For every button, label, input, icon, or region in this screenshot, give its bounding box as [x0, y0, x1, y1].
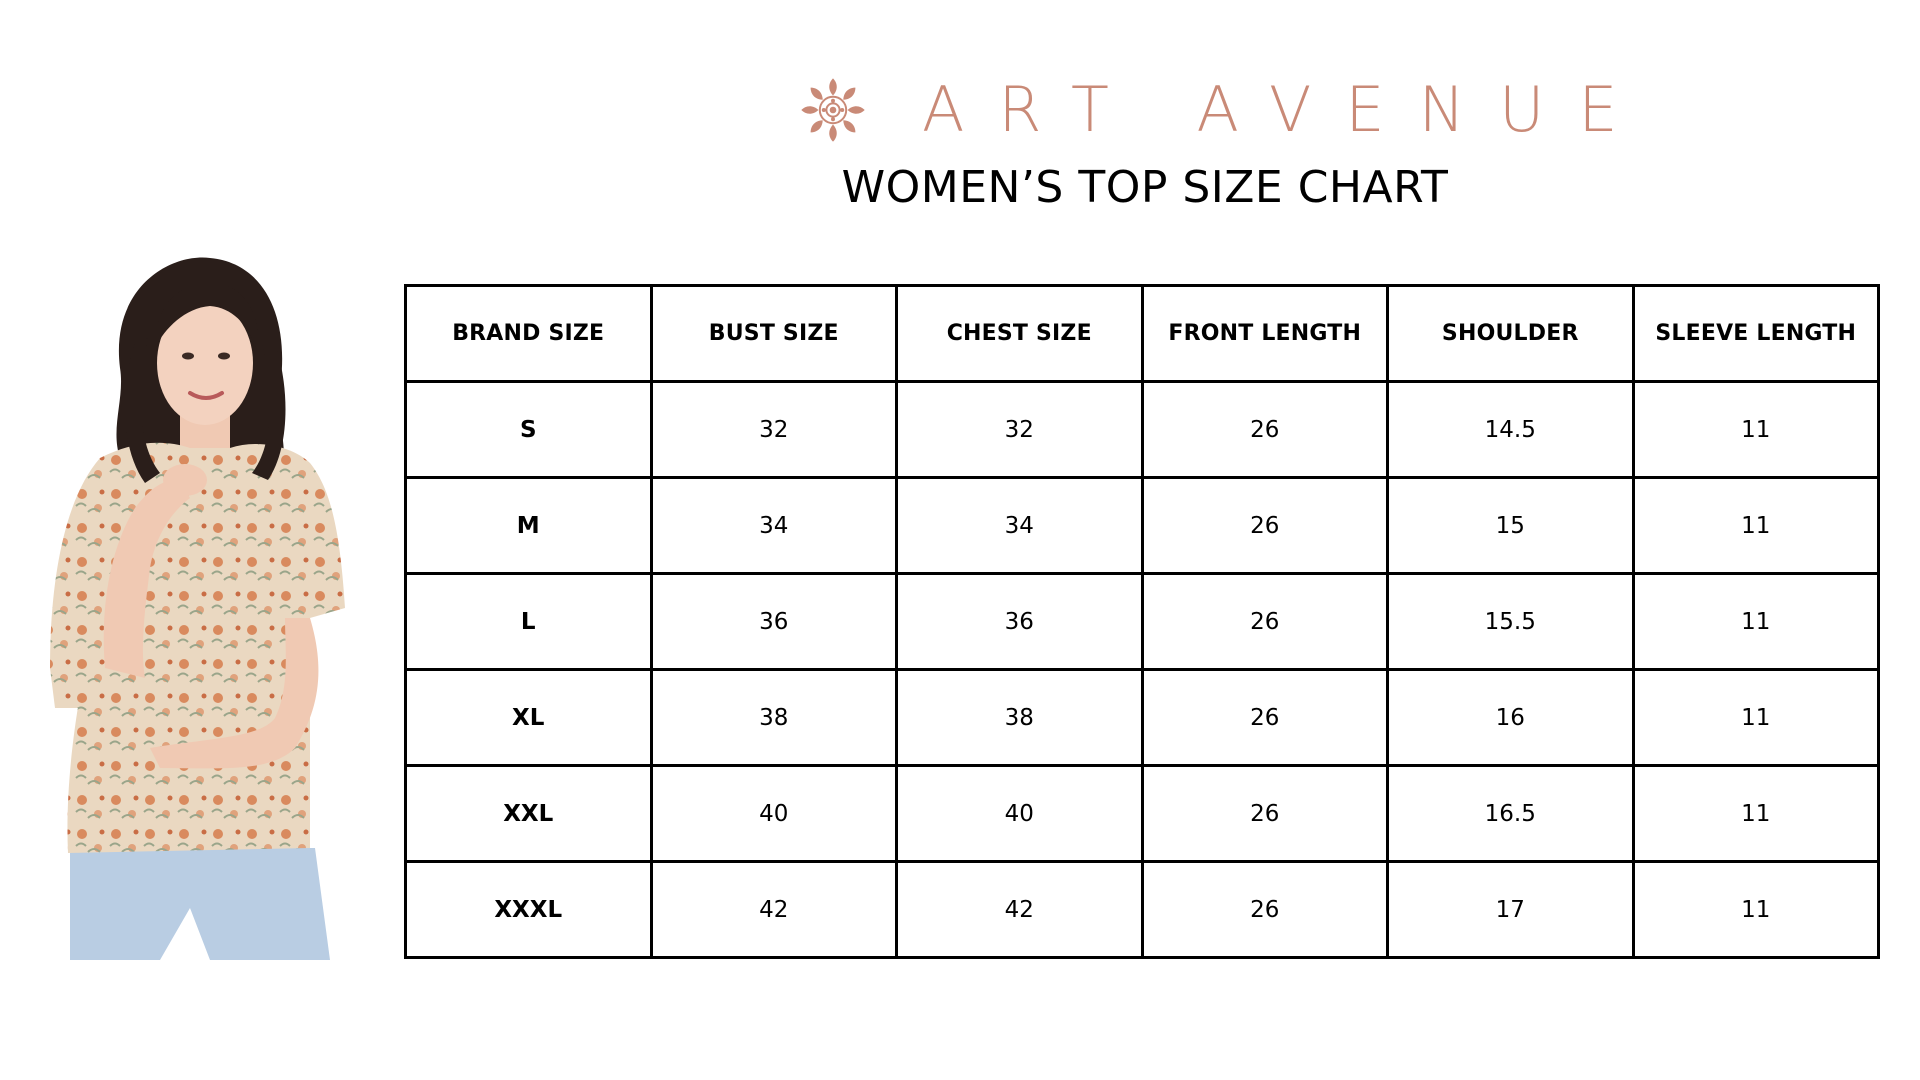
- cell-chest-size: 36: [897, 574, 1143, 670]
- table-row: [406, 766, 1879, 862]
- cell-brand-size: XXL: [406, 766, 652, 862]
- cell-sleeve-length: 11: [1633, 670, 1879, 766]
- table-row: [406, 862, 1879, 958]
- brand-header: [800, 72, 1652, 148]
- table-header-row: [406, 286, 1879, 382]
- cell-brand-size: L: [406, 574, 652, 670]
- cell-bust-size: 40: [651, 766, 897, 862]
- cell-shoulder: 16: [1388, 670, 1634, 766]
- cell-sleeve-length: 11: [1633, 766, 1879, 862]
- cell-shoulder: 15: [1388, 478, 1634, 574]
- cell-chest-size: 32: [897, 382, 1143, 478]
- size-chart-table: [404, 284, 1880, 959]
- cell-front-length: 26: [1142, 670, 1388, 766]
- cell-bust-size: 32: [651, 382, 897, 478]
- cell-front-length: 26: [1142, 478, 1388, 574]
- header-sleeve-length: SLEEVE LENGTH: [1633, 286, 1879, 382]
- cell-sleeve-length: 11: [1633, 574, 1879, 670]
- cell-bust-size: 36: [651, 574, 897, 670]
- cell-chest-size: 42: [897, 862, 1143, 958]
- mandala-icon: [800, 77, 866, 143]
- header-bust-size: BUST SIZE: [651, 286, 897, 382]
- header-front-length: FRONT LENGTH: [1142, 286, 1388, 382]
- cell-shoulder: 15.5: [1388, 574, 1634, 670]
- header-shoulder: SHOULDER: [1388, 286, 1634, 382]
- cell-chest-size: 38: [897, 670, 1143, 766]
- table-row: [406, 382, 1879, 478]
- cell-front-length: 26: [1142, 766, 1388, 862]
- table-row: [406, 478, 1879, 574]
- cell-chest-size: 40: [897, 766, 1143, 862]
- cell-front-length: 26: [1142, 574, 1388, 670]
- cell-front-length: 26: [1142, 862, 1388, 958]
- cell-sleeve-length: 11: [1633, 862, 1879, 958]
- cell-brand-size: XL: [406, 670, 652, 766]
- page-title: WOMEN’S TOP SIZE CHART: [841, 162, 1449, 213]
- model-wearing-floral-top-icon: [40, 248, 380, 960]
- cell-brand-size: S: [406, 382, 652, 478]
- cell-bust-size: 38: [651, 670, 897, 766]
- cell-chest-size: 34: [897, 478, 1143, 574]
- cell-sleeve-length: 11: [1633, 382, 1879, 478]
- header-chest-size: CHEST SIZE: [897, 286, 1143, 382]
- cell-sleeve-length: 11: [1633, 478, 1879, 574]
- header-brand-size: BRAND SIZE: [406, 286, 652, 382]
- cell-brand-size: M: [406, 478, 652, 574]
- cell-shoulder: 16.5: [1388, 766, 1634, 862]
- cell-shoulder: 17: [1388, 862, 1634, 958]
- cell-front-length: 26: [1142, 382, 1388, 478]
- cell-bust-size: 42: [651, 862, 897, 958]
- table-row: [406, 574, 1879, 670]
- cell-brand-size: XXXL: [406, 862, 652, 958]
- cell-bust-size: 34: [651, 478, 897, 574]
- table-row: [406, 670, 1879, 766]
- brand-name: ART AVENUE: [922, 73, 1652, 146]
- cell-shoulder: 14.5: [1388, 382, 1634, 478]
